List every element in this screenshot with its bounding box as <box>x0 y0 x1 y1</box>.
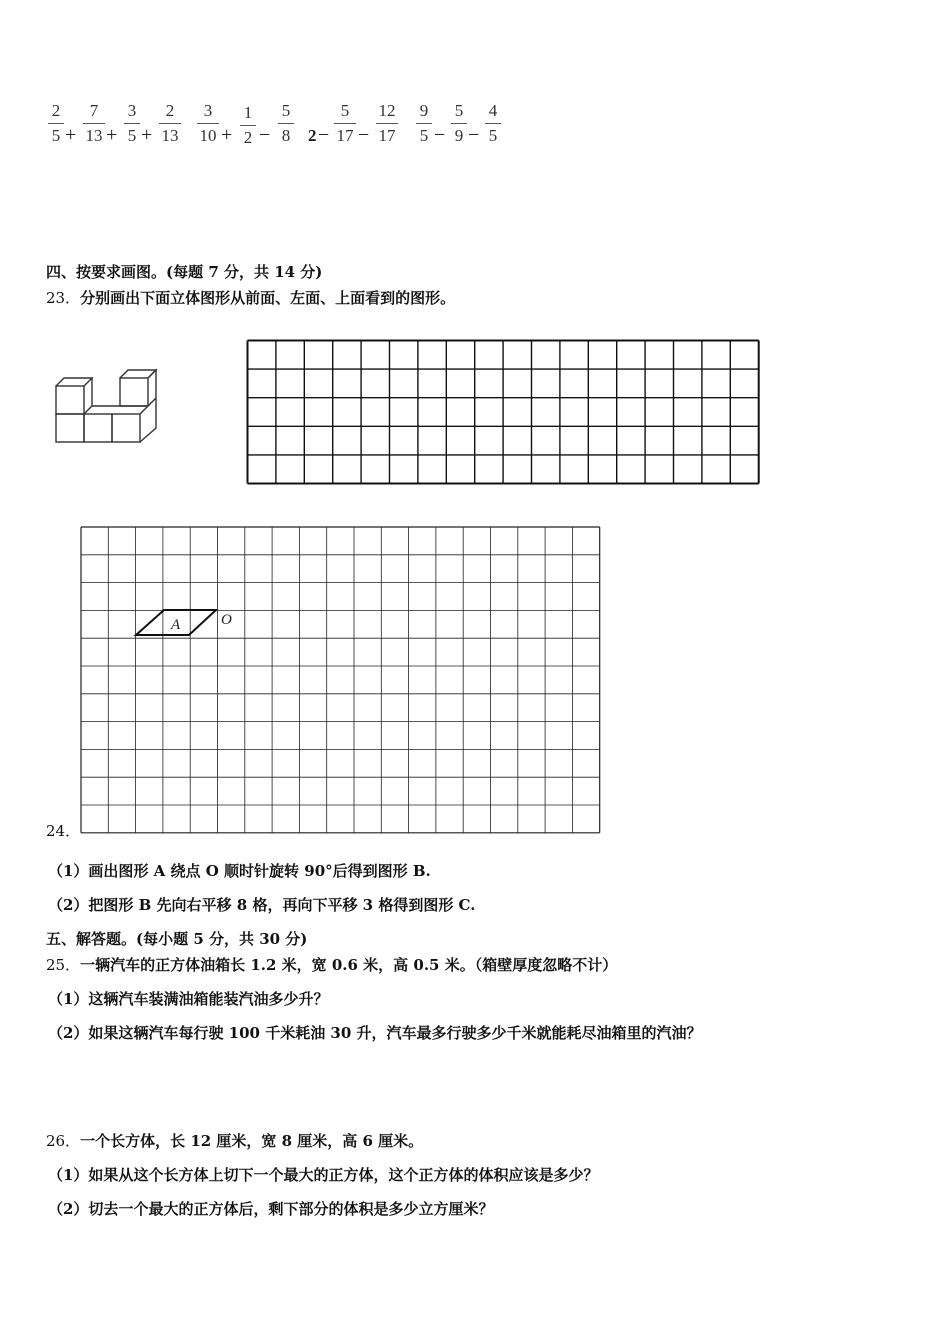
minus-operator: − <box>358 124 370 146</box>
fraction: 2 13 <box>159 101 181 146</box>
question-26-part-2: （2）切去一个最大的正方体后，剩下部分的体积是多少立方厘米？ <box>48 1200 494 1218</box>
section-5-heading: 五、解答题。(每小题 5 分，共 30 分) <box>46 930 308 948</box>
fraction: 4 5 <box>485 101 501 146</box>
fraction: 5 9 <box>451 101 467 146</box>
minus-operator: − <box>468 124 480 146</box>
whole-number: 2 <box>308 126 317 145</box>
fraction: 3 10 <box>197 101 219 146</box>
question-text: 一个长方体，长 12 厘米，宽 8 厘米，高 6 厘米。 <box>80 1132 424 1150</box>
fraction: 1 2 <box>240 103 256 148</box>
fraction: 5 8 <box>278 101 294 146</box>
plus-operator: + <box>141 124 153 146</box>
point-o-label: O <box>221 612 232 628</box>
question-24-part-1: （1）画出图形 A 绕点 O 顺时针旋转 90°后得到图形 B. <box>48 862 431 880</box>
question-text: 分别画出下面立体图形从前面、左面、上面看到的图形。 <box>80 289 456 307</box>
plus-operator: + <box>221 124 233 146</box>
minus-operator: − <box>259 124 271 146</box>
question-26-part-1: （1）如果从这个长方体上切下一个最大的正方体，这个正方体的体积应该是多少？ <box>48 1166 599 1184</box>
question-number: 23． <box>46 289 81 307</box>
plus-operator: + <box>65 124 77 146</box>
fraction: 2 5 <box>48 101 64 146</box>
question-24-number: 24． <box>46 822 81 840</box>
fraction: 3 5 <box>124 101 140 146</box>
question-23 <box>46 287 455 308</box>
question-number: 26． <box>46 1132 81 1150</box>
fraction: 9 5 <box>416 101 432 146</box>
fraction: 12 17 <box>376 101 398 146</box>
question-24-part-2: （2）把图形 B 先向右平移 8 格，再向下平移 3 格得到图形 C. <box>48 896 476 914</box>
fraction: 5 17 <box>334 101 356 146</box>
minus-operator: − <box>318 124 330 146</box>
question-25 <box>46 954 617 975</box>
cube-figure <box>50 362 162 448</box>
question-text: 一辆汽车的正方体油箱长 1.2 米，宽 0.6 米，高 0.5 米。（箱壁厚度忽略不计） <box>80 956 618 974</box>
minus-operator: − <box>434 124 446 146</box>
drawing-grid-23 <box>246 339 760 486</box>
section-4-heading: 四、按要求画图。(每题 7 分，共 14 分) <box>46 263 323 281</box>
plus-operator: + <box>106 124 118 146</box>
question-number: 25． <box>46 956 81 974</box>
coordinate-grid-24 <box>80 526 602 834</box>
shape-a-label: A <box>171 617 181 633</box>
question-25-part-2: （2）如果这辆汽车每行驶 100 千米耗油 30 升，汽车最多行驶多少千米就能耗尽油箱里的汽油？ <box>48 1024 702 1042</box>
question-25-part-1: （1）这辆汽车装满油箱能装汽油多少升？ <box>48 990 329 1008</box>
question-26 <box>46 1130 423 1151</box>
fraction: 7 13 <box>83 101 105 146</box>
